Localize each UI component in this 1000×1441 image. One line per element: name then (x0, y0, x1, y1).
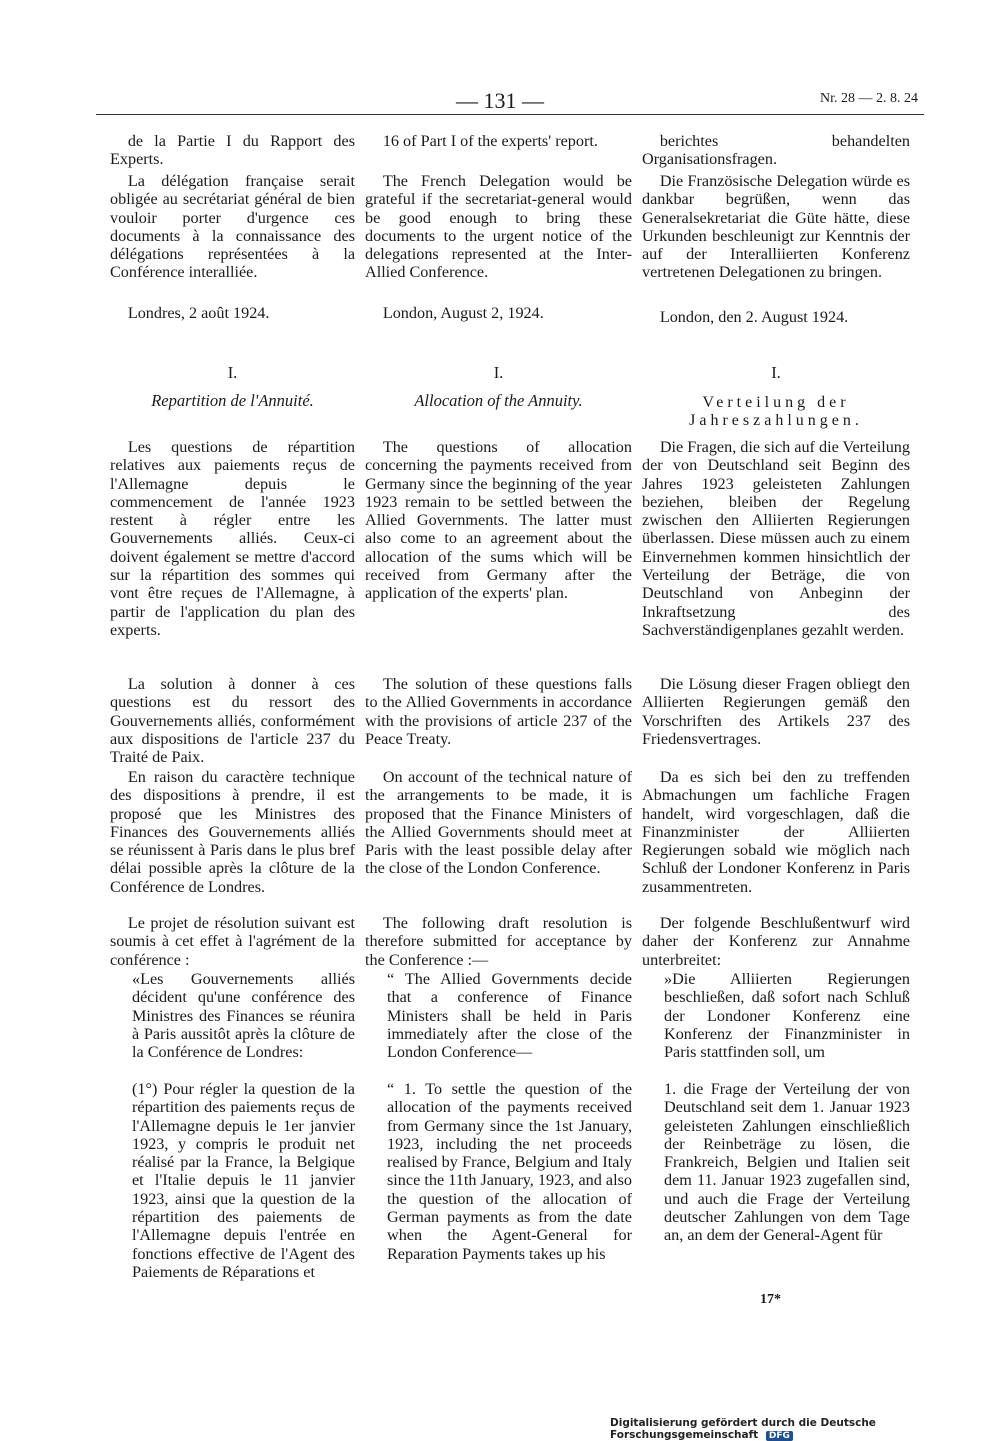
german-place-date: London, den 2. August 1924. (659, 308, 849, 326)
german-quote-intro: »Die Alliierten Regierungen beschließen, daß sofort nach Schluß der Londoner Konferenz eine Konferenz der Finanzminister in Paris stattfinden soll, um (664, 970, 910, 1062)
header-rule (96, 114, 924, 115)
english-para-questions: The questions of allocation concerning the payments received from Germany since the beginning of the year 1923 remain to be settled between the Allied Governments. The latter must also come to an agreement about the allocation of the sums which will be received from Germany after the application of the experts' plan. (365, 438, 632, 603)
french-section-numeral: I. (227, 363, 238, 382)
english-delegation-request: The French Delegation would be grateful if the secretariat-general would be good enough to bring these documents to the urgent notice of the delegations represented at the Inter-Allied Conference. (365, 172, 632, 282)
german-section-heading: Verteilung der Jahreszahlungen. (689, 394, 863, 429)
french-quote-item1: (1°) Pour régler la question de la répartition des paiements reçus de l'Allemagne depuis le 1er janvier 1923, y compris le produit net réalisé par la France, la Belgique et l'Italie depuis le 11 janvier 1923, ainsi que la question de la répartition des paiements de l'Allemagne depuis l'entrée en fonctions effective de l'Agent des Paiements de Réparations et (132, 1080, 355, 1281)
german-section-numeral: I. (771, 363, 781, 382)
english-section-heading: Allocation of the Annuity. (414, 391, 583, 410)
english-para-technical: On account of the technical nature of the arrangements to be made, it is proposed that the Finance Ministers of the Allied Governments should meet at Paris with the least possible delay after the close of the London Conference. (365, 768, 632, 878)
issue-reference: Nr. 28 — 2. 8. 24 (820, 91, 918, 106)
english-para-solution: The solution of these questions falls to the Allied Governments in accordance with the provisions of article 237 of the Peace Treaty. (365, 675, 632, 748)
french-place-date: Londres, 2 août 1924. (127, 304, 270, 322)
german-para-questions: Die Fragen, die sich auf die Verteilung der von Deutschland seit Beginn des Jahres 1923 geleisteten Zahlungen beziehen, bleiben der Regelung zwischen den Alliierten Regierungen überlassen. Diese müssen auch zu einem Einvernehmen kommen hinsichtlich der Verteilung der Beträge, die von Deutschland von Anbeginn der Inkraftsetzung des Sachverständigenplanes gezahlt werden. (642, 438, 910, 639)
german-para-draft: Der folgende Beschlußentwurf wird daher der Konferenz zur Annahme unterbreitet: (642, 914, 910, 969)
english-quote-intro: “ The Allied Governments decide that a conference of Finance Ministers shall be held in Paris immediately after the close of the London Conference— (387, 970, 632, 1062)
english-para-draft: The following draft resolution is therefore submitted for acceptance by the Conference :— (365, 914, 632, 969)
english-place-date: London, August 2, 1924. (382, 304, 544, 322)
french-quote-intro: «Les Gouvernements alliés décident qu'une conférence des Ministres des Finances se réunira à Paris aussitôt après la clôture de la Conférence de Londres: (132, 970, 355, 1062)
german-delegation-request: Die Französische Delegation würde es dankbar begrüßen, wenn das Generalsekretariat die Güte hätte, diese Urkunden beschleunigt zur Kenntnis der auf der Interalliierten Konferenz vertretenen Delegationen zu bringen. (642, 172, 910, 282)
german-intro-continuation: berichtes behandelten Organisationsfragen. (642, 132, 910, 169)
page-number: — 131 — (456, 88, 544, 113)
french-para-questions: Les questions de répartition relatives aux paiements reçus de l'Allemagne depuis le commencement de l'année 1923 restent à régler entre les Gouvernements alliés. Ceux-ci doivent également se mettre d'accord sur la répartition des sommes qui vont être reçues de l'Allemagne, à partir de l'application du plan des experts. (110, 438, 355, 639)
french-para-draft: Le projet de résolution suivant est soumis à cet effet à l'agrément de la conférence : (110, 914, 355, 969)
digitization-credit (610, 1417, 1000, 1441)
english-quote-item1: “ 1. To settle the question of the allocation of the payments received from Germany since the 1st January, 1923, including the net proceeds realised by France, Belgium and Italy since the 11th January, 1923, and also the question of the allocation of German payments as from the date when the Agent-General for Reparation Payments takes up his (387, 1080, 632, 1263)
french-delegation-request: La délégation française serait obligée au secrétariat général de bien vouloir porter d'urgence ces documents à la connaissance des délégations représentées à la Conférence interalliée. (110, 172, 355, 282)
french-para-technical: En raison du caractère technique des dispositions à prendre, il est proposé que les Ministres des Finances des Gouvernements alliés se réunissent à Paris dans le plus bref délai possible après la clôture de la Conférence de Londres. (110, 768, 355, 896)
english-section-numeral: I. (493, 363, 504, 382)
dfg-logo-icon: DFG (766, 1431, 793, 1441)
german-para-technical: Da es sich bei den zu treffenden Abmachungen um fachliche Fragen handelt, wird vorgeschlagen, daß die Finanzminister der Alliierten Regierungen sobald wie möglich nach Schluß der Londoner Konferenz in Paris zusammentreten. (642, 768, 910, 896)
signature-mark: 17* (760, 1292, 781, 1307)
german-para-solution: Die Lösung dieser Fragen obliegt den Alliierten Regierungen gemäß den Vorschriften des Artikels 237 des Friedensvertrages. (642, 675, 910, 748)
french-section-heading: Repartition de l'Annuité. (151, 391, 314, 410)
english-intro-continuation: 16 of Part I of the experts' report. (382, 132, 598, 150)
french-para-solution: La solution à donner à ces questions est du ressort des Gouvernements alliés, conformément aux dispositions de l'article 237 du Traité de Paix. (110, 675, 355, 767)
credit-text: Digitalisierung gefördert durch die Deutsche Forschungsgemeinschaft (610, 1417, 876, 1441)
french-intro-continuation: de la Partie I du Rapport des Experts. (110, 132, 355, 169)
german-quote-item1: 1. die Frage der Verteilung der von Deutschland seit dem 1. Januar 1923 geleisteten Zahlungen einschließlich der Reinbeträge zu lösen, die Frankreich, Belgien und Italien seit dem 11. Januar 1923 zugefallen sind, und auch die Frage der Verteilung deutscher Zahlungen von dem Tage an, an dem der General-Agent für (664, 1080, 910, 1245)
